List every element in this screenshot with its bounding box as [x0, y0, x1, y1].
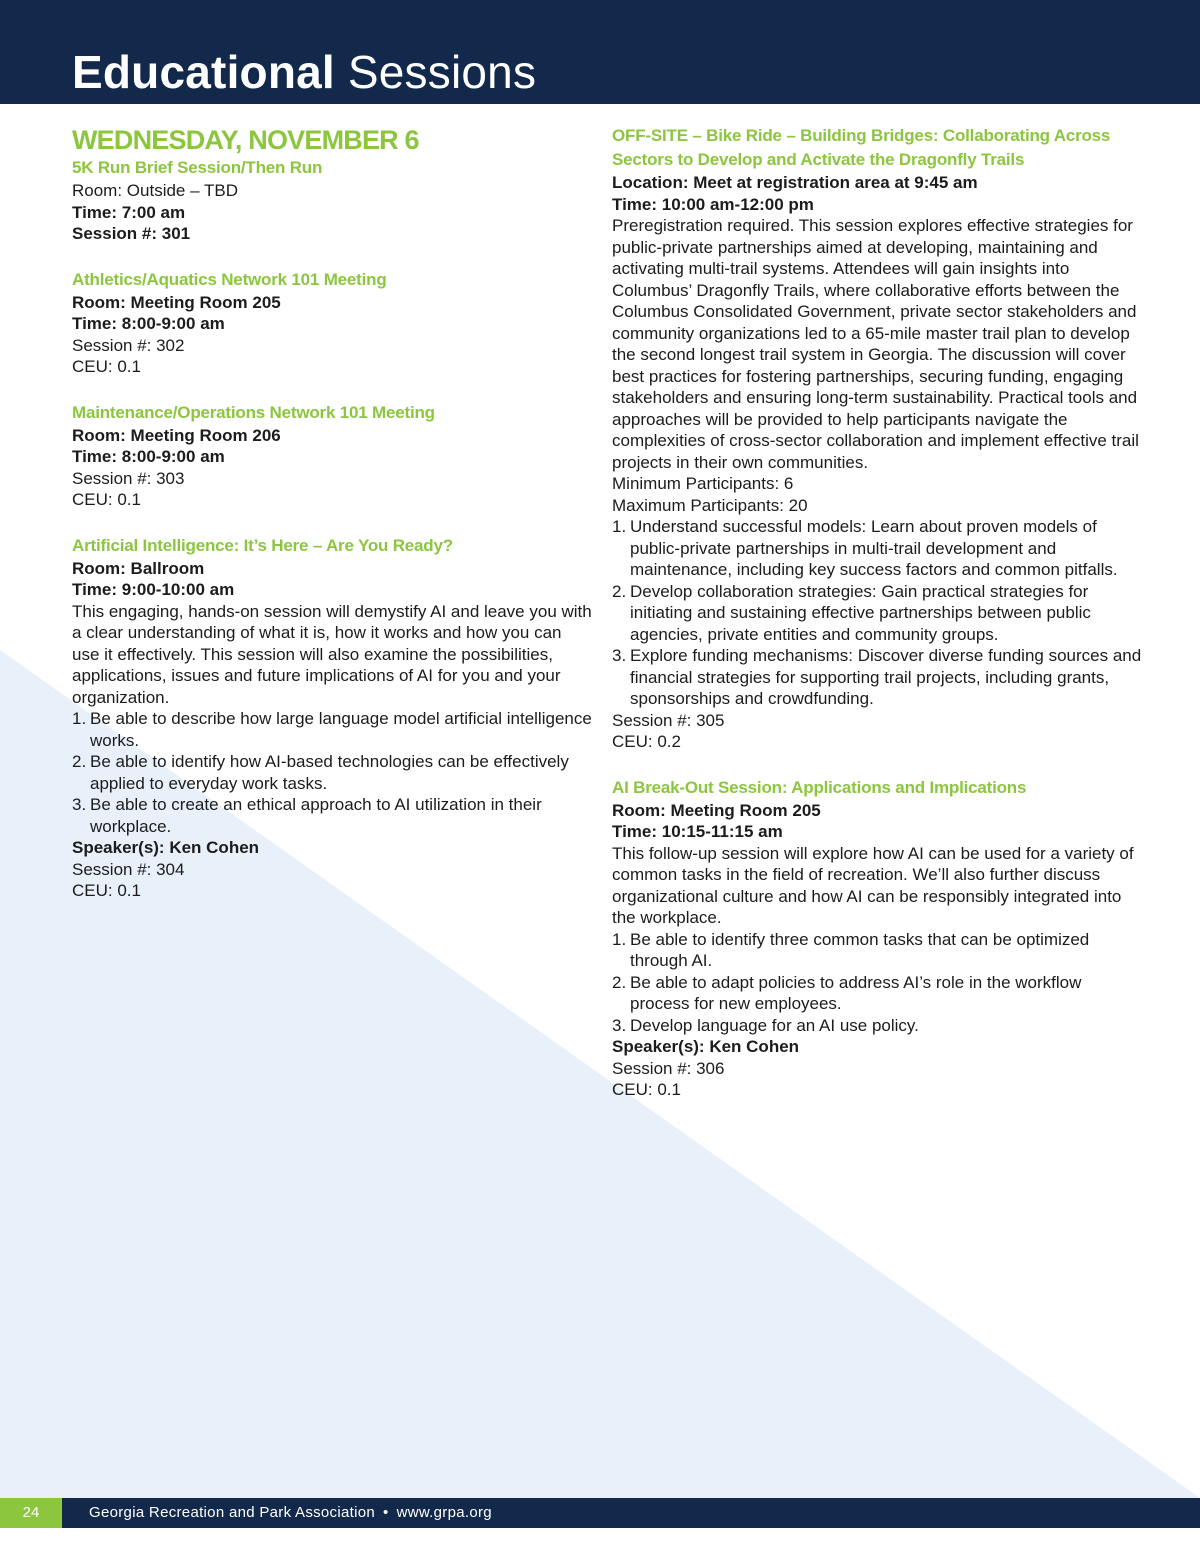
page-number: 24: [0, 1498, 62, 1528]
list-item: 2. Develop collaboration strategies: Gain practical strategies for initiating and sustaining effective partnerships between public agencies, private entities and community groups.: [612, 581, 1091, 644]
session-room: Room: Ballroom: [72, 558, 205, 578]
session-title: AI Break-Out Session: Applications and Implications: [612, 777, 1027, 797]
list-item: 3. Be able to create an ethical approach to AI utilization in their workplace.: [72, 795, 542, 836]
footer-text: [89, 1498, 492, 1528]
session-ceu: CEU: 0.1: [72, 490, 141, 509]
website-link[interactable]: www.grpa.org: [396, 1504, 492, 1521]
session-speaker: Speaker(s): Ken Cohen: [72, 838, 260, 857]
session-303: [72, 401, 592, 511]
page-title: [72, 44, 536, 100]
session-304: [72, 534, 592, 902]
list-item: 2. Be able to identify how AI-based technologies can be effectively applied to everyday work tasks.: [72, 752, 569, 793]
session-number: Session #: 303: [72, 468, 185, 488]
session-title-line-1: OFF-SITE – Bike Ride – Building Bridges: Collaborating Across: [612, 126, 1111, 145]
session-time: Time: 8:00-9:00 am: [72, 447, 225, 466]
list-item: 3. Develop language for an AI use policy.: [612, 1015, 919, 1035]
session-306: [612, 776, 1142, 1101]
title-rest: Sessions: [347, 46, 537, 98]
session-description: Preregistration required. This session explores effective strategies for public-private partnerships aimed at developing, maintaining and activating multi-trail systems. Attendees will gain insights into Columbus’ Dragonfly Trails, where collaborative efforts between the Columbus Consolidated Government, private sector stakeholders and community organizations led to a 65-mile master trail plan to develop the second longest trail system in Georgia. The discussion will cover best practices for fostering partnerships, securing funding, engaging stakeholders and ensuring long-term sustainability. Practical tools and approaches will be provided to help participants navigate the complexities of cross-sector collaboration and implement effective trail projects in their own communities.: [612, 216, 1139, 472]
max-participants: Maximum Participants: 20: [612, 495, 808, 515]
session-room: Room: Meeting Room 205: [612, 800, 821, 820]
session-number: Session #: 301: [72, 224, 191, 243]
session-title: Artificial Intelligence: It’s Here – Are You Ready?: [72, 535, 453, 555]
list-item: 1. Be able to identify three common tasks that can be optimized through AI.: [612, 929, 1090, 970]
page-header: [0, 0, 1200, 104]
list-item: 1. Understand successful models: Learn about proven models of public-private partnerships in multi-trail development and maintenance, including key success factors and common pitfalls.: [612, 517, 1118, 579]
page-footer: [0, 1498, 1200, 1528]
left-column: [72, 124, 592, 902]
session-title: Maintenance/Operations Network 101 Meeting: [72, 402, 435, 422]
list-item: 1. Be able to describe how large language model artificial intelligence works.: [72, 709, 592, 750]
organization-name: Georgia Recreation and Park Association: [89, 1504, 376, 1521]
session-number: Session #: 305: [612, 710, 725, 730]
session-title: 5K Run Brief Session/Then Run: [72, 158, 323, 177]
session-title-line-2: Sectors to Develop and Activate the Dragonfly Trails: [612, 150, 1025, 169]
session-ceu: CEU: 0.1: [612, 1080, 681, 1099]
objectives-list: [612, 929, 1142, 1037]
session-number: Session #: 304: [72, 859, 185, 879]
session-ceu: CEU: 0.1: [72, 881, 141, 900]
list-item: 3. Explore funding mechanisms: Discover diverse funding sources and financial strategies for supporting trail projects, including grants, sponsorships and crowdfunding.: [612, 646, 1142, 708]
session-location: Location: Meet at registration area at 9:45 am: [612, 173, 978, 192]
title-bold: Educational: [72, 46, 335, 98]
list-item: 2. Be able to adapt policies to address AI’s role in the workflow process for new employees.: [612, 972, 1082, 1013]
session-time: Time: 8:00-9:00 am: [72, 314, 225, 333]
session-time: Time: 9:00-10:00 am: [72, 580, 235, 599]
session-302: [72, 268, 592, 378]
session-time: Time: 10:15-11:15 am: [612, 822, 783, 841]
session-time: Time: 7:00 am: [72, 202, 186, 222]
session-ceu: CEU: 0.2: [612, 732, 681, 751]
session-description: This engaging, hands-on session will demystify AI and leave you with a clear understanding of what it is, how it works and how you can use it effectively. This session will also examine the possibilities, applications, issues and future implications of AI for you and your organization.: [72, 601, 592, 707]
right-column: [612, 124, 1142, 1101]
session-time: Time: 10:00 am-12:00 pm: [612, 194, 814, 214]
session-305: [612, 124, 1142, 753]
objectives-list: [72, 708, 592, 837]
session-title: Athletics/Aquatics Network 101 Meeting: [72, 269, 387, 289]
session-room: Room: Meeting Room 206: [72, 425, 281, 445]
session-room: Room: Meeting Room 205: [72, 292, 281, 312]
session-301: [72, 156, 592, 245]
session-description: This follow-up session will explore how AI can be used for a variety of common tasks in the field of recreation. We’ll also further discuss organizational culture and how AI can be responsibly integrated into the workplace.: [612, 843, 1134, 927]
min-participants: Minimum Participants: 6: [612, 474, 794, 493]
day-heading: WEDNESDAY, NOVEMBER 6: [72, 125, 419, 155]
session-room: Room: Outside – TBD: [72, 181, 238, 200]
separator: •: [383, 1504, 389, 1521]
session-speaker: Speaker(s): Ken Cohen: [612, 1037, 800, 1056]
objectives-list: [612, 516, 1142, 710]
session-number: Session #: 306: [612, 1058, 725, 1078]
session-ceu: CEU: 0.1: [72, 357, 141, 376]
session-number: Session #: 302: [72, 335, 185, 355]
